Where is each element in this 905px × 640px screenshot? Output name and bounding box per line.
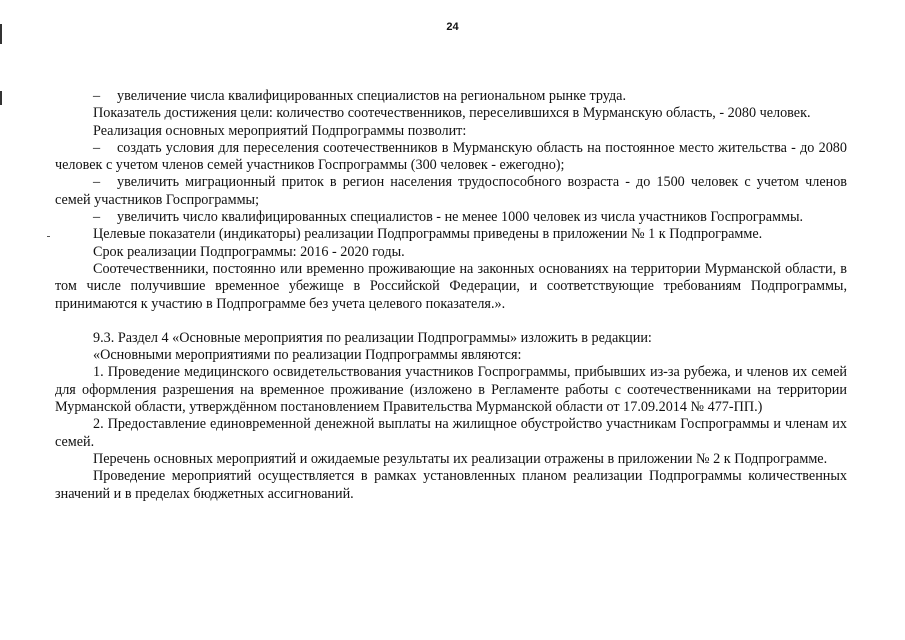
bullet-paragraph — [55, 140, 847, 175]
paragraph: Перечень основных мероприятий и ожидаемые результаты их реализации отражены в приложении № 2 к Подпрограмме. — [93, 450, 828, 467]
dash-marker: – — [93, 174, 101, 191]
dash-marker: – — [93, 209, 101, 226]
paragraph: 2. Предоставление единовременной денежной выплаты на жилищное обустройство участникам Госпрограммы и членам их семей. — [55, 416, 847, 450]
paragraph-text: увеличить число квалифицированных специалистов - не менее 1000 человек из числа участников Госпрограммы. — [117, 209, 804, 226]
dash-marker: – — [93, 88, 101, 104]
paragraph: Целевые показатели (индикаторы) реализации Подпрограммы приведены в приложении № 1 к Подпрограмме. — [93, 226, 763, 243]
scan-speck — [47, 236, 50, 237]
bullet-paragraph — [55, 209, 847, 226]
paragraph: Срок реализации Подпрограммы: 2016 - 2020 годы. — [93, 243, 405, 260]
bullet-paragraph — [55, 174, 847, 209]
paragraph-text: создать условия для переселения соотечественников в Мурманскую область на постоянное место жительства - до 2080 человек с учетом членов семей участников Госпрограммы (300 человек - ежегодно); — [55, 139, 847, 174]
bullet-paragraph — [55, 88, 847, 105]
paragraph: Проведение мероприятий осуществляется в рамках установленных планом реализации Подпрограммы количественных значений и в пределах бюджетных ассигнований. — [55, 468, 847, 502]
paragraph: 1. Проведение медицинского освидетельствования участников Госпрограммы, прибывших из-за рубежа, и членов их семей для оформления разрешения на временное проживание (изложено в Регламенте работы с соотечественниками на территории Мурманской области, утверждённом постановлением Правительства Мурманской области от 17.09.2014 № 477-ПП.) — [55, 364, 847, 416]
paragraph: «Основными мероприятиями по реализации Подпрограммы являются: — [93, 347, 522, 364]
paragraph: Реализация основных мероприятий Подпрограммы позволит: — [93, 122, 467, 139]
scan-edge-mark — [0, 24, 2, 44]
section-heading-paragraph: 9.3. Раздел 4 «Основные мероприятия по реализации Подпрограммы» изложить в редакции: — [93, 329, 652, 346]
paragraph: Показатель достижения цели: количество соотечественников, переселившихся в Мурманскую область, - 2080 человек. — [93, 105, 811, 122]
document-body — [55, 88, 847, 503]
scan-edge-mark — [0, 91, 2, 105]
dash-marker: – — [93, 139, 101, 156]
paragraph-text: увеличить миграционный приток в регион населения трудоспособного возраста - до 1500 человек с учетом членов семей участников Госпрограммы; — [55, 174, 847, 208]
paragraph: Соотечественники, постоянно или временно проживающие на законных основаниях на территории Мурманской области, в том числе получившие временное убежище в Российской Федерации, и соответствующие требованиям Подпрограммы, принимаются к участию в Подпрограмме без учета целевого показателя.». — [55, 260, 847, 312]
paragraph-text: увеличение числа квалифицированных специалистов на региональном рынке труда. — [117, 88, 627, 104]
page-number: 24 — [446, 21, 459, 33]
